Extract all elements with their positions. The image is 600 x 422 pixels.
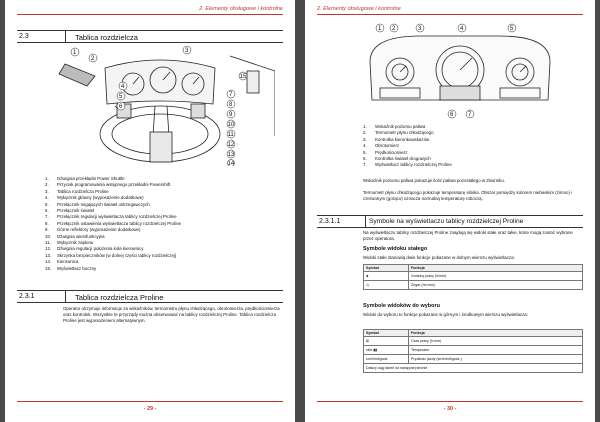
item-number: 10. <box>45 233 52 239</box>
item-text: Przełącznik ustawienia wyświetlacza tablicy rozdzielczej Proline <box>57 220 181 226</box>
item-number: 11. <box>45 240 51 246</box>
item-text: Przełącznik regulacji wyświetlacza tablicy rozdzielczej Proline <box>57 214 177 220</box>
callout-14: 14 <box>227 161 235 166</box>
section-title: Tablica rozdzielcza <box>75 32 138 42</box>
section-divider <box>65 291 66 302</box>
section-title: Symbole na wyświetlaczu tablicy rozdzielczej Proline <box>369 217 524 225</box>
item-number: 2. <box>363 130 367 136</box>
callout-1: 1 <box>378 26 382 32</box>
item-number: 6. <box>363 156 367 162</box>
callout-7: 7 <box>468 112 472 118</box>
item-number: 2. <box>45 182 49 188</box>
item-text: Dźwignia przekładni Power Shuttle <box>57 176 125 181</box>
callout-8: 8 <box>229 102 233 108</box>
callout-2: 2 <box>91 56 95 62</box>
col-function: Funkcja <box>409 330 583 337</box>
callout-10: 10 <box>227 122 235 128</box>
item-text: Dźwignia wielofunkcyjna <box>57 233 105 239</box>
section-number: 2.3.1 <box>19 292 35 300</box>
callout-3: 3 <box>185 48 189 54</box>
item-number: 7. <box>45 214 49 220</box>
item-number: 13. <box>45 252 52 258</box>
section-heading-2-3-1 <box>17 290 283 303</box>
fixed-view-text: Widoki stałe stanowią dwie funkcje pokazane w dolnym wierszu wyświetlacza: <box>363 255 515 260</box>
fixed-symbols-table <box>363 264 583 290</box>
col-symbol: Symbol <box>364 265 409 272</box>
item-number: 15. <box>45 265 52 271</box>
gauge-list <box>363 124 583 169</box>
running-header: 2. Elementy obsługowe i kontrolne <box>199 6 283 12</box>
page-number: - 29 - <box>143 406 157 412</box>
page-29 <box>5 0 295 422</box>
item-number: 5. <box>45 201 49 207</box>
item-text: Tablica rozdzielcza Proline <box>57 188 109 194</box>
section-heading-2-3 <box>17 30 283 43</box>
callout-15: 15 <box>239 74 247 80</box>
coolant-paragraph: Termometr płynu chłodzącego pokazuje temperaturę silnika. Obszar pomiędzy kolorem niebieskim (zimno) i czerwonym (gorąco) oznacza normalną temperaturę roboczą. <box>363 190 573 201</box>
symbol-cell: ⊠ <box>364 337 409 346</box>
col-symbol: Symbol <box>364 330 409 337</box>
item-text: Kontrolka kierunkowskazów <box>375 136 430 142</box>
callout-4: 4 <box>460 26 464 32</box>
callout-3: 3 <box>418 26 422 32</box>
function-cell: Godziny pracy (h/min) <box>409 272 583 281</box>
callout-4: 4 <box>121 84 125 90</box>
page-number: - 30 - <box>443 406 457 412</box>
callout-13: 13 <box>227 152 235 158</box>
section-divider <box>365 216 366 227</box>
continuation-note: Dalszy ciąg tabeli na następnej stronie <box>364 364 583 373</box>
item-text: Wyświetlacz tablicy rozdzielczej Proline <box>375 162 452 168</box>
section-divider <box>65 31 66 42</box>
function-cell: Prędkość jazdy (km/h/mil/godz.) <box>409 355 583 364</box>
symbol-cell: rate ▮▮ <box>364 346 409 355</box>
section-number: 2.3 <box>19 32 29 40</box>
callout-2: 2 <box>392 26 396 32</box>
symbol-cell: ⧗ <box>364 272 409 281</box>
item-text: Przełącznik migających świateł ostrzegawczych <box>57 201 150 207</box>
item-number: 4. <box>45 195 49 201</box>
item-text: Przycisk programowania wstępnego przekładni Powershift <box>57 182 171 188</box>
function-cell: Zegar (hh:mm) <box>409 281 583 290</box>
item-number: 5. <box>363 149 367 155</box>
list-item <box>45 266 285 272</box>
item-number: 9. <box>45 227 49 233</box>
display-paragraph: Na wyświetlaczu tablicy rozdzielczej Proline znajdują się widoki stałe oraz takie, które mogą zostać wybrane przez operatora. <box>363 230 573 241</box>
item-number: 6. <box>45 208 49 214</box>
item-number: 8. <box>45 220 49 226</box>
item-text: Skrzynka bezpieczników (w dolnej części tablicy rozdzielczej) <box>57 252 177 258</box>
item-text: Wskaźnik poziomu paliwa <box>375 124 426 129</box>
callout-7: 7 <box>229 92 233 98</box>
fixed-view-heading: Symbole widoku stałego <box>363 246 428 252</box>
callout-11: 11 <box>227 132 234 138</box>
paragraph: Operator otrzymuje informacje za wskaźników, termometru płynu chłodzącego, obrotomierza, prędkościomierza oraz kontrolek. Wszystkie te przyrządy można obserwować na tablicy rozdzielczej Proline. Tablica rozdzielcza Proline jest wyposażeniem alternatywnym. <box>63 306 280 323</box>
item-text: Kierownica <box>57 259 79 265</box>
section-title: Tablica rozdzielcza Proline <box>75 292 164 302</box>
item-number: 7. <box>363 162 367 168</box>
function-cell: Temperatur <box>409 346 583 355</box>
item-text: Prędkościomierz <box>375 149 408 155</box>
symbol-cell: km/h/ml/godz. <box>364 355 409 364</box>
item-text: Wyświetlacz boczny <box>57 265 97 271</box>
item-number: 14. <box>45 259 52 265</box>
footer-rule <box>17 401 283 402</box>
item-text: Kontrolka świateł drogowych <box>375 156 431 162</box>
section-number: 2.3.1.1 <box>319 217 341 225</box>
header-rule <box>17 14 283 15</box>
item-number: 3. <box>45 188 49 194</box>
item-text: Dźwignia regulacji położenia koła kierownicy <box>57 246 144 252</box>
item-number: 4. <box>363 143 367 149</box>
list-item <box>363 162 583 168</box>
selectable-view-heading: Symbole widoków do wyboru <box>363 303 441 309</box>
callout-6: 6 <box>450 112 454 118</box>
callout-9: 9 <box>229 112 233 118</box>
item-number: 1. <box>45 176 49 181</box>
item-text: Termometr płynu chłodzącego <box>375 130 434 136</box>
component-list <box>45 176 285 272</box>
running-header: 2. Elementy obsługowe i kontrolne <box>317 6 401 12</box>
symbol-cell: ◷ <box>364 281 409 290</box>
section-heading-2-3-1-1 <box>317 215 583 228</box>
callout-1: 1 <box>73 50 77 56</box>
callout-12: 12 <box>227 142 235 148</box>
item-number: 3. <box>363 136 367 142</box>
function-cell: Czas pracy (h:mm) <box>409 337 583 346</box>
item-text: Wyłącznik główny (wyposażenie dodatkowe) <box>57 195 144 201</box>
proline-panel-figure <box>360 22 560 122</box>
callout-6: 6 <box>119 104 123 110</box>
item-text: Górne reflektory (wyposażenie dodatkowe) <box>57 227 141 233</box>
item-number: 1. <box>363 124 367 129</box>
item-number: 12. <box>45 246 52 252</box>
item-text: Wyłącznik zapłonu <box>57 240 94 246</box>
footer-rule <box>317 401 583 402</box>
callout-5: 5 <box>510 26 514 32</box>
callout-5: 5 <box>119 94 123 100</box>
item-text: Obrotomierz <box>375 143 400 149</box>
page-30 <box>305 0 595 422</box>
fuel-paragraph: Wskaźnik poziomu paliwa pokazuje ilość paliwa pozostałego w zbiorniku. <box>363 178 506 183</box>
dashboard-figure <box>35 46 275 166</box>
selectable-view-text: Widoki do wyboru to funkcje pokazane w górnym i środkowym wierszu wyświetlacza: <box>363 312 528 317</box>
col-function: Funkcja <box>409 265 583 272</box>
selectable-symbols-table <box>363 329 583 373</box>
item-text: Przełącznik świateł <box>57 208 95 214</box>
header-rule <box>317 14 583 15</box>
